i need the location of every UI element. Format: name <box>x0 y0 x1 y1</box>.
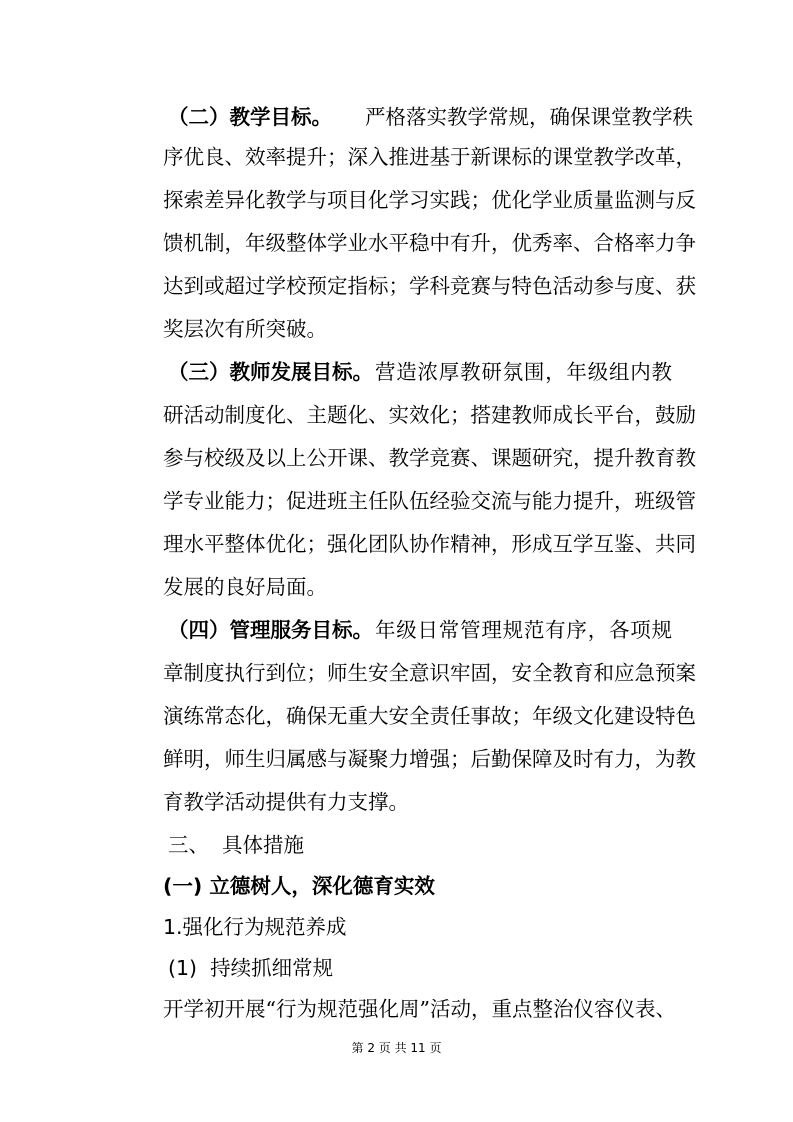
paragraph-teacher-line-2 <box>0 395 793 435</box>
paragraph-management-line-1 <box>0 610 793 650</box>
item-heading-line <box>0 907 793 947</box>
paragraph-text: 育教学活动提供有力支撑。 <box>163 790 409 814</box>
paragraph-text: 学专业能力；促进班主任队伍经验交流与能力提升，班级管 <box>163 489 696 513</box>
paragraph-last-line <box>0 989 793 1029</box>
paragraph-teaching-line-5 <box>0 266 793 306</box>
paragraph-management-line-5 <box>0 782 793 822</box>
paragraph-teacher-line-6 <box>0 567 793 607</box>
paragraph-text: 发展的良好局面。 <box>163 575 327 599</box>
paragraph-text: 演练常态化，确保无重大安全责任事故；年级文化建设特色 <box>163 704 696 728</box>
paragraph-teacher-heading: （三）教师发展目标。 <box>168 360 373 384</box>
paragraph-text: 章制度执行到位；师生安全意识牢固，安全教育和应急预案 <box>163 661 696 685</box>
subsection-heading-line <box>0 866 793 906</box>
paragraph-teacher-line-3 <box>0 438 793 478</box>
paragraph-management-line-2 <box>0 653 793 693</box>
paragraph-text: 开学初开展“行为规范强化周”活动，重点整治仪容仪表、 <box>163 997 676 1021</box>
item-sub-heading-line <box>0 948 793 988</box>
paragraph-text: 达到或超过学校预定指标；学科竞赛与特色活动参与度、获 <box>163 274 696 298</box>
item-sub-heading: (1) 持续抓细常规 <box>168 956 334 980</box>
paragraph-teaching-heading: （二）教学目标。 <box>168 105 332 129</box>
paragraph-teaching-line-6 <box>0 309 793 349</box>
paragraph-management-heading: （四）管理服务目标。 <box>168 618 373 642</box>
paragraph-teacher-line-4 <box>0 481 793 521</box>
paragraph-text: 鲜明，师生归属感与凝聚力增强；后勤保障及时有力，为教 <box>163 747 696 771</box>
paragraph-text: 奖层次有所突破。 <box>163 317 327 341</box>
paragraph-text: 探索差异化教学与项目化学习实践；优化学业质量监测与反 <box>163 188 696 212</box>
paragraph-management-line-4 <box>0 739 793 779</box>
paragraph-teaching-line-4 <box>0 223 793 263</box>
page-footer: 第 2 页 共 11 页 <box>351 1041 442 1055</box>
paragraph-teacher-line-1 <box>0 352 793 392</box>
paragraph-text: 序优良、效率提升；深入推进基于新课标的课堂教学改革， <box>163 145 696 169</box>
subsection-heading: (一) 立德树人，深化德育实效 <box>163 874 435 898</box>
paragraph-text: 馈机制，年级整体学业水平稳中有升，优秀率、合格率力争 <box>163 231 696 255</box>
paragraph-text: 研活动制度化、主题化、实效化；搭建教师成长平台，鼓励 <box>163 403 696 427</box>
paragraph-text: 参与校级及以上公开课、教学竞赛、课题研究，提升教育教 <box>163 446 696 470</box>
paragraph-management-line-3 <box>0 696 793 736</box>
paragraph-teaching-line-3 <box>0 180 793 220</box>
paragraph-teacher-line-5 <box>0 524 793 564</box>
item-heading: 1.强化行为规范养成 <box>163 915 347 939</box>
paragraph-teaching-line-2 <box>0 137 793 177</box>
paragraph-teacher-text: 营造浓厚教研氛围，年级组内教 <box>375 360 672 384</box>
paragraph-text: 理水平整体优化；强化团队协作精神，形成互学互鉴、共同 <box>163 532 696 556</box>
section-heading: 三、 具体措施 <box>168 833 305 857</box>
paragraph-teaching-line-1 <box>0 97 793 137</box>
paragraph-management-text: 年级日常管理规范有序，各项规 <box>375 618 672 642</box>
paragraph-teaching-text: 严格落实教学常规，确保课堂教学秩 <box>365 105 693 129</box>
section-heading-line <box>0 825 793 865</box>
